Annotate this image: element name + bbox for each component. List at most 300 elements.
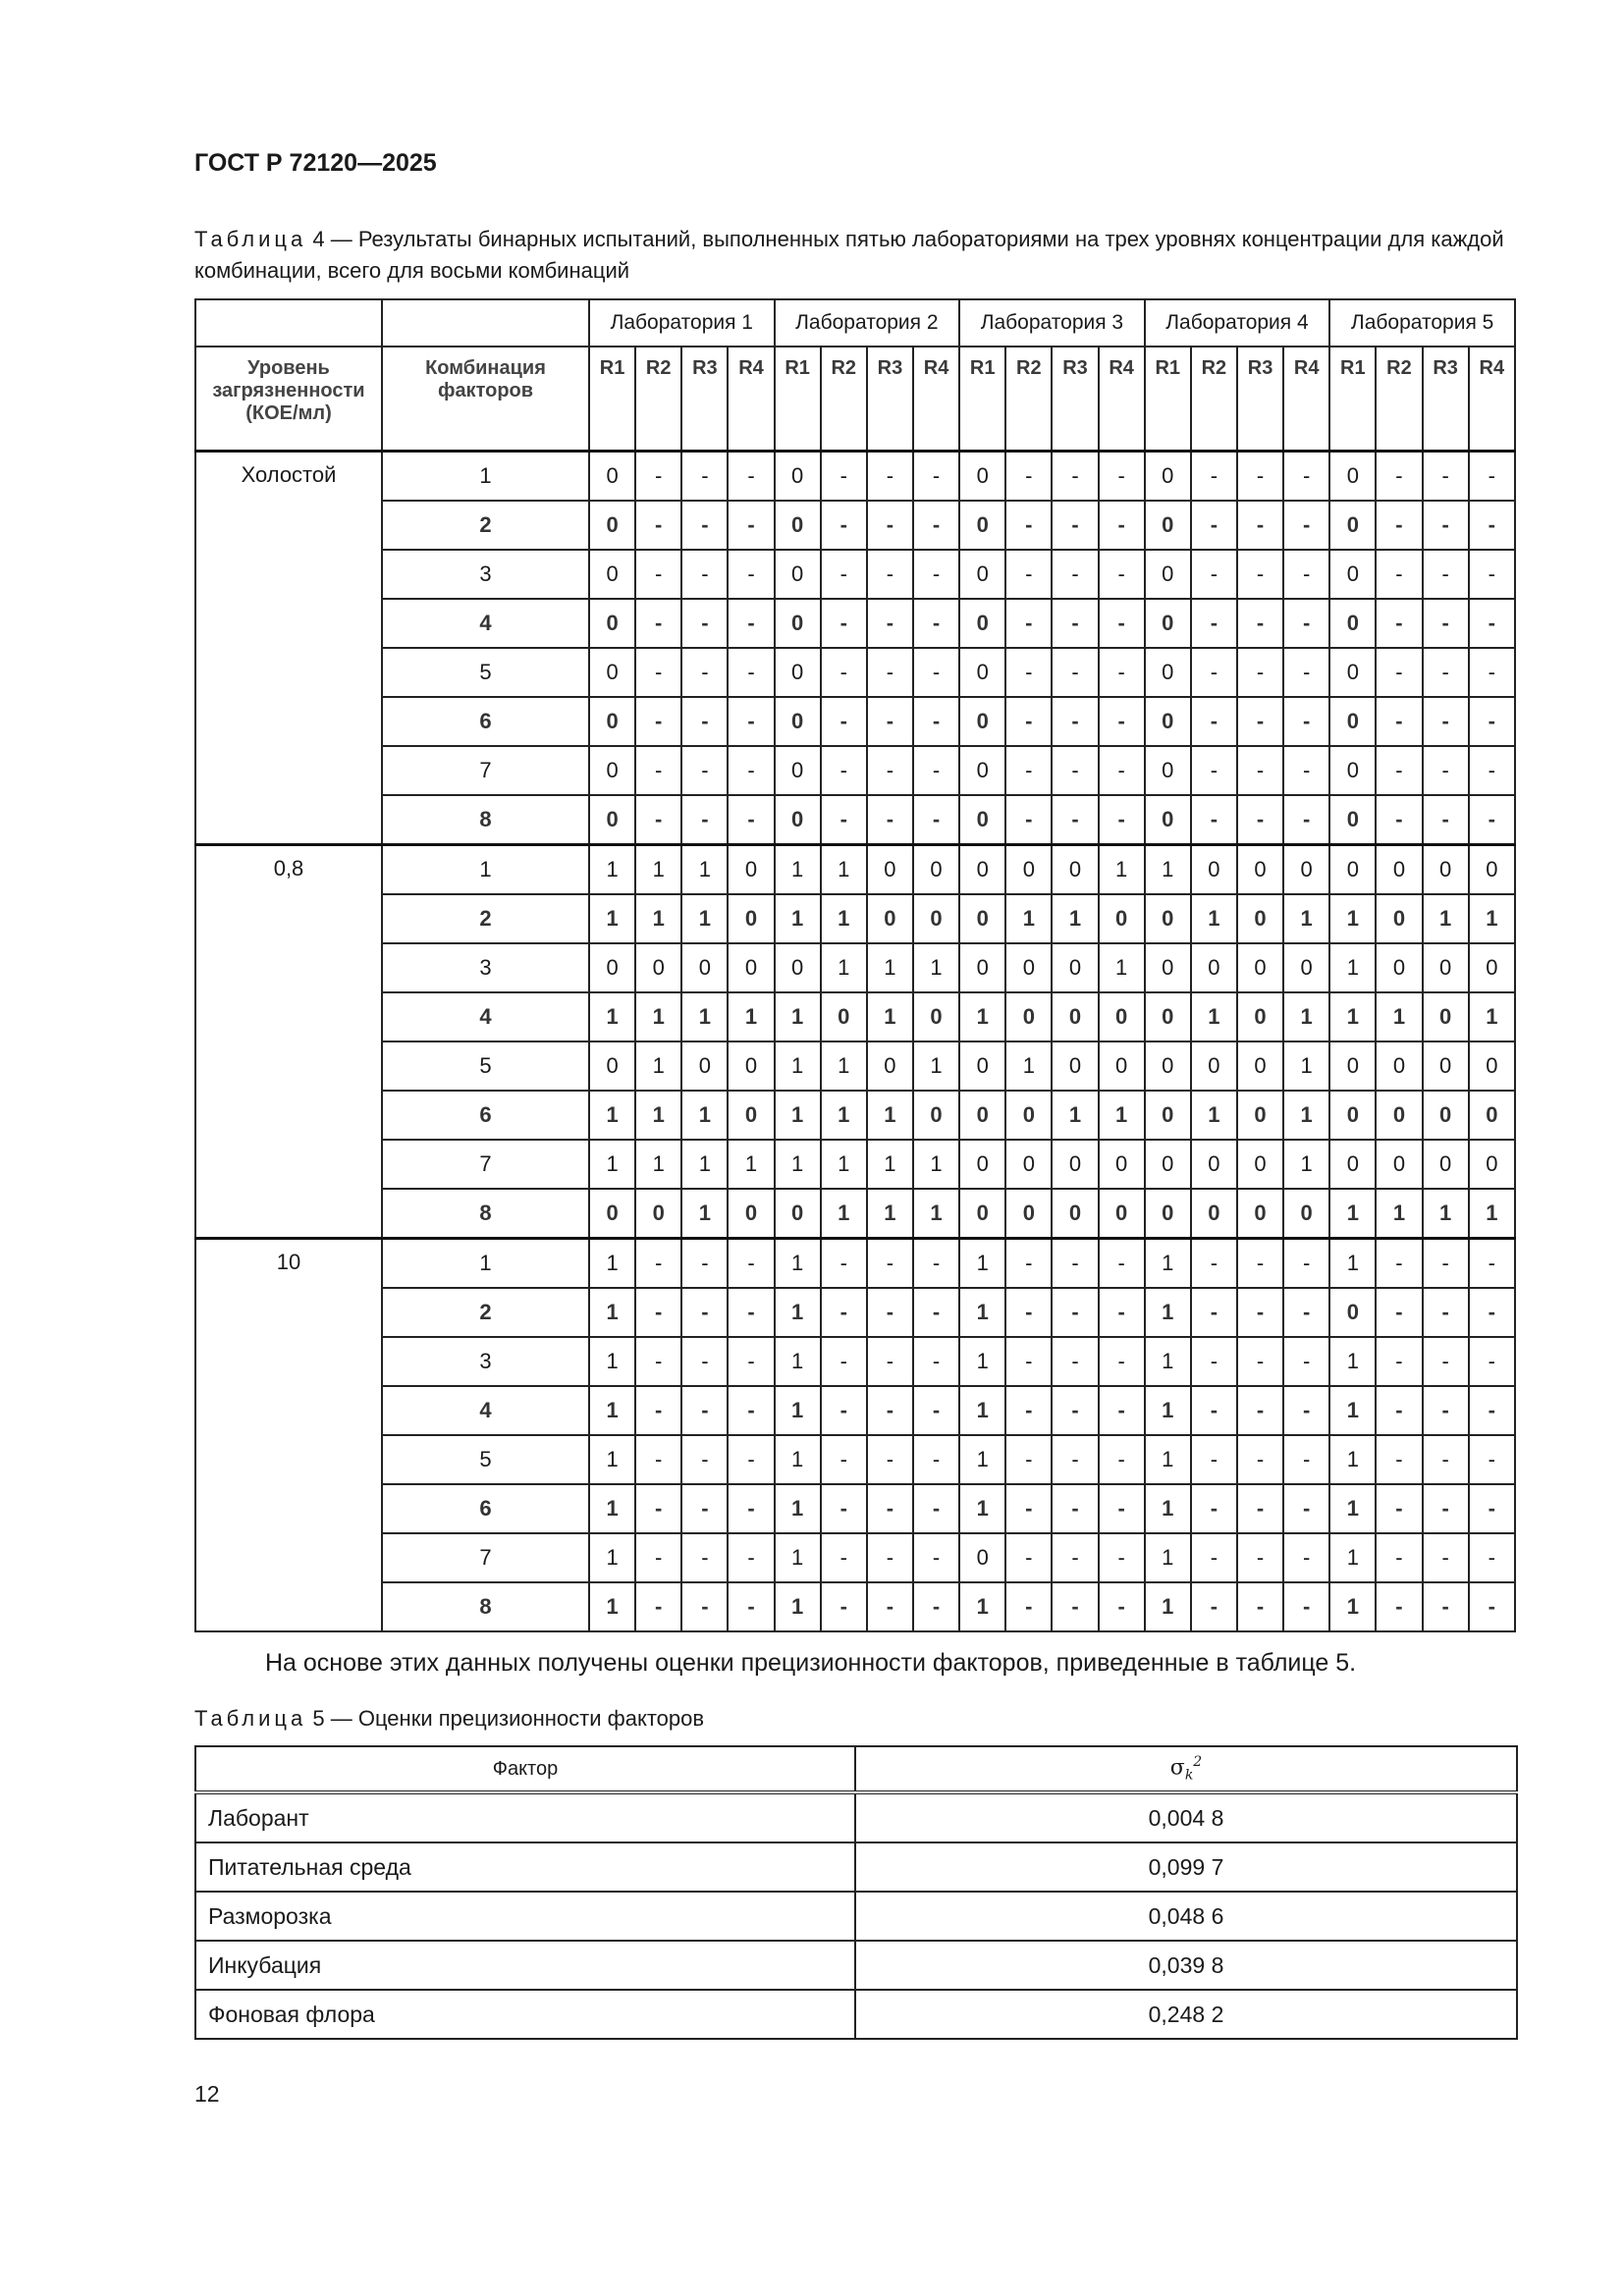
result-cell: 0 [1145,894,1191,943]
result-cell: 1 [1329,894,1376,943]
result-cell: - [913,1239,959,1289]
result-cell: 0 [1052,845,1098,895]
result-cell: - [821,452,867,502]
result-cell: - [1376,599,1422,648]
table-row [195,795,1515,845]
result-cell: - [1376,1288,1422,1337]
table-row [195,1386,1515,1435]
result-cell: - [1052,452,1098,502]
result-cell: 0 [1005,1189,1052,1239]
result-cell: - [821,1239,867,1289]
result-cell: - [1283,1533,1329,1582]
result-cell: - [867,1239,913,1289]
result-cell: 0 [1376,1041,1422,1091]
result-cell: - [1237,550,1283,599]
result-cell: - [1423,1239,1469,1289]
lab-5-header: Лаборатория 5 [1329,299,1515,347]
result-cell: - [728,1386,774,1435]
result-cell: 1 [1191,894,1237,943]
result-cell: - [681,697,728,746]
result-cell: 1 [775,1239,821,1289]
result-cell: - [728,648,774,697]
result-cell: - [867,1533,913,1582]
result-cell: 0 [1005,992,1052,1041]
result-cell: - [867,452,913,502]
result-cell: 0 [959,795,1005,845]
result-cell: - [635,1533,681,1582]
result-cell: - [1423,1582,1469,1631]
table5-caption-prefix: Таблица [194,1706,307,1731]
result-cell: 1 [1283,992,1329,1041]
combination-cell: 4 [382,1386,589,1435]
result-cell: 0 [1052,943,1098,992]
result-cell: - [1237,1582,1283,1631]
combination-cell: 2 [382,501,589,550]
result-cell: - [1237,1239,1283,1289]
table-row [195,1941,1517,1990]
result-cell: 0 [913,894,959,943]
sigma-column-header [855,1746,1517,1792]
lab-3-header: Лаборатория 3 [959,299,1145,347]
result-cell: - [635,1435,681,1484]
result-cell: 1 [913,1189,959,1239]
result-cell: 0 [1191,845,1237,895]
result-cell: - [1423,1533,1469,1582]
result-cell: - [1376,1484,1422,1533]
result-cell: 0 [959,1189,1005,1239]
rep-header-lab4-r4: R4 [1283,347,1329,452]
result-cell: - [1376,1533,1422,1582]
result-cell: - [1237,1337,1283,1386]
result-cell: - [1099,1288,1145,1337]
table-row [195,992,1515,1041]
result-cell: 0 [959,894,1005,943]
result-cell: - [1237,599,1283,648]
result-cell: 1 [1376,992,1422,1041]
result-cell: 1 [775,992,821,1041]
result-cell: 1 [1329,1337,1376,1386]
result-cell: - [913,1386,959,1435]
result-cell: 1 [635,992,681,1041]
result-cell: 1 [635,1140,681,1189]
result-cell: 1 [1376,1189,1422,1239]
result-cell: - [681,1533,728,1582]
result-cell: 1 [1283,1041,1329,1091]
result-cell: 0 [1191,1140,1237,1189]
combination-cell: 5 [382,1041,589,1091]
result-cell: 0 [1005,1091,1052,1140]
result-cell: 0 [589,943,635,992]
result-cell: 1 [959,1288,1005,1337]
result-cell: - [867,746,913,795]
result-cell: 1 [1329,1533,1376,1582]
result-cell: - [1005,697,1052,746]
result-cell: 1 [821,1041,867,1091]
result-cell: - [1237,1533,1283,1582]
result-cell: 0 [1329,1288,1376,1337]
result-cell: 0 [1099,992,1145,1041]
result-cell: 1 [589,1435,635,1484]
result-cell: 0 [959,1533,1005,1582]
combination-column-header: Комбинация факторов [382,347,589,452]
result-cell: 0 [775,943,821,992]
result-cell: 0 [775,648,821,697]
result-cell: - [1237,1288,1283,1337]
result-cell: 0 [1237,1140,1283,1189]
result-cell: - [1283,452,1329,502]
result-cell: 0 [1099,1189,1145,1239]
result-cell: - [1191,1484,1237,1533]
body-paragraph: На основе этих данных получены оценки прецизионности факторов, приведенные в таблице 5. [265,1649,1357,1677]
result-cell: 0 [1191,943,1237,992]
result-cell: 0 [1423,845,1469,895]
result-cell: - [681,550,728,599]
result-cell: - [681,501,728,550]
result-cell: - [821,550,867,599]
result-cell: - [1005,1337,1052,1386]
result-cell: 0 [589,501,635,550]
table-row [195,697,1515,746]
combination-cell: 6 [382,1484,589,1533]
result-cell: 1 [959,1435,1005,1484]
result-cell: 0 [1145,1091,1191,1140]
result-cell: - [681,1435,728,1484]
result-cell: - [1099,1582,1145,1631]
result-cell: - [635,1386,681,1435]
result-cell: 1 [635,845,681,895]
table-row [195,1091,1515,1140]
combination-cell: 5 [382,1435,589,1484]
result-cell: - [728,1582,774,1631]
result-cell: - [1191,1386,1237,1435]
result-cell: - [1052,1239,1098,1289]
table4-lab-header-row [195,299,1515,347]
result-cell: 0 [1145,599,1191,648]
result-cell: - [1099,1239,1145,1289]
result-cell: 0 [1469,845,1515,895]
result-cell: - [913,1533,959,1582]
result-cell: 1 [959,1239,1005,1289]
result-cell: 0 [728,1189,774,1239]
result-cell: - [1191,501,1237,550]
result-cell: 0 [1145,1041,1191,1091]
rep-header-lab5-r4: R4 [1469,347,1515,452]
result-cell: 1 [589,992,635,1041]
result-cell: 1 [1283,894,1329,943]
result-cell: - [1052,1386,1098,1435]
result-cell: - [1423,697,1469,746]
result-cell: 1 [1423,1189,1469,1239]
result-cell: - [728,550,774,599]
result-cell: - [821,1582,867,1631]
result-cell: 0 [1329,501,1376,550]
result-cell: 1 [775,1041,821,1091]
table-row [195,746,1515,795]
result-cell: 1 [867,943,913,992]
result-cell: 1 [1191,1091,1237,1140]
result-cell: 0 [775,452,821,502]
result-cell: 1 [681,1091,728,1140]
table5-caption [194,1703,1520,1735]
result-cell: - [1099,599,1145,648]
result-cell: - [1099,746,1145,795]
result-cell: 1 [589,1386,635,1435]
result-cell: - [728,452,774,502]
result-cell: - [821,1288,867,1337]
table-row [195,648,1515,697]
result-cell: 1 [775,1386,821,1435]
result-cell: 0 [1145,550,1191,599]
result-cell: 1 [775,845,821,895]
result-cell: 1 [681,894,728,943]
result-cell: 1 [775,1484,821,1533]
result-cell: - [913,648,959,697]
result-cell: 1 [821,1091,867,1140]
result-cell: 0 [635,1189,681,1239]
result-cell: 0 [775,501,821,550]
result-cell: - [1237,697,1283,746]
result-cell: 0 [1283,845,1329,895]
result-cell: 1 [1099,1091,1145,1140]
result-cell: - [1191,1435,1237,1484]
result-cell: 1 [1145,845,1191,895]
result-cell: 0 [1423,1091,1469,1140]
result-cell: 1 [1145,1582,1191,1631]
result-cell: 0 [589,599,635,648]
result-cell: 0 [913,845,959,895]
result-cell: - [867,697,913,746]
combination-cell: 7 [382,1533,589,1582]
result-cell: - [1469,1288,1515,1337]
result-cell: - [1191,697,1237,746]
result-cell: 0 [1423,992,1469,1041]
factor-name-cell: Лаборант [195,1792,855,1842]
result-cell: - [913,1337,959,1386]
result-cell: 1 [1283,1140,1329,1189]
table4-caption-prefix: Таблица [194,227,307,251]
result-cell: - [1191,1582,1237,1631]
result-cell: 1 [1145,1288,1191,1337]
result-cell: 1 [589,1091,635,1140]
result-cell: - [1469,1337,1515,1386]
result-cell: - [821,746,867,795]
result-cell: 0 [1376,894,1422,943]
result-cell: 0 [1329,795,1376,845]
result-cell: 1 [821,845,867,895]
result-cell: 0 [1329,550,1376,599]
result-cell: 1 [775,1140,821,1189]
result-cell: 0 [1469,1041,1515,1091]
result-cell: - [1005,1239,1052,1289]
result-cell: 1 [681,845,728,895]
result-cell: - [1099,1337,1145,1386]
result-cell: - [913,746,959,795]
result-cell: - [1005,599,1052,648]
result-cell: - [635,1582,681,1631]
result-cell: - [1005,1288,1052,1337]
result-cell: 0 [589,452,635,502]
result-cell: - [1469,599,1515,648]
rep-header-lab5-r1: R1 [1329,347,1376,452]
sigma-subscript: k [1184,1767,1194,1784]
result-cell: 0 [821,992,867,1041]
result-cell: 1 [959,1582,1005,1631]
result-cell: 0 [728,1041,774,1091]
result-cell: - [635,1239,681,1289]
result-cell: - [681,1582,728,1631]
factor-column-header: Фактор [195,1746,855,1792]
result-cell: - [821,599,867,648]
table-row [195,1337,1515,1386]
result-cell: - [1376,1582,1422,1631]
result-cell: - [1005,452,1052,502]
result-cell: - [635,746,681,795]
result-cell: 0 [959,1041,1005,1091]
result-cell: 1 [821,1189,867,1239]
result-cell: 0 [635,943,681,992]
result-cell: 0 [589,648,635,697]
result-cell: 1 [1423,894,1469,943]
table-row [195,1288,1515,1337]
result-cell: - [1423,1484,1469,1533]
combination-cell: 8 [382,1582,589,1631]
result-cell: 0 [1145,795,1191,845]
result-cell: - [1191,648,1237,697]
result-cell: 1 [1145,1484,1191,1533]
result-cell: 0 [681,943,728,992]
result-cell: - [867,1386,913,1435]
result-cell: 0 [1469,1091,1515,1140]
result-cell: - [867,1582,913,1631]
table-row [195,1990,1517,2039]
result-cell: - [1376,1386,1422,1435]
result-cell: 1 [821,943,867,992]
table-row [195,845,1515,895]
table-row [195,1239,1515,1289]
result-cell: 1 [589,1533,635,1582]
result-cell: - [1376,648,1422,697]
result-cell: 1 [1052,894,1098,943]
rep-header-lab1-r1: R1 [589,347,635,452]
result-cell: - [821,501,867,550]
result-cell: 0 [1145,943,1191,992]
result-cell: - [1005,1533,1052,1582]
result-cell: - [1423,599,1469,648]
rep-header-lab3-r2: R2 [1005,347,1052,452]
result-cell: - [913,599,959,648]
result-cell: - [1376,550,1422,599]
result-cell: 0 [589,1041,635,1091]
result-cell: 1 [1329,1189,1376,1239]
result-cell: 0 [959,845,1005,895]
result-cell: 0 [1329,845,1376,895]
result-cell: 1 [959,1484,1005,1533]
result-cell: - [1237,746,1283,795]
combination-cell: 5 [382,648,589,697]
result-cell: - [1052,1533,1098,1582]
sigma-superscript: 2 [1193,1754,1203,1771]
result-cell: - [1099,795,1145,845]
result-cell: - [1237,452,1283,502]
result-cell: - [635,795,681,845]
rep-header-lab2-r4: R4 [913,347,959,452]
result-cell: 0 [1237,845,1283,895]
result-cell: 0 [1237,943,1283,992]
result-cell: - [1191,550,1237,599]
result-cell: - [1283,501,1329,550]
result-cell: - [1283,1386,1329,1435]
combination-cell: 7 [382,1140,589,1189]
result-cell: 0 [959,550,1005,599]
result-cell: 0 [867,894,913,943]
result-cell: - [1052,599,1098,648]
result-cell: - [1283,1582,1329,1631]
result-cell: 1 [1145,1386,1191,1435]
combination-cell: 4 [382,599,589,648]
result-cell: - [1423,501,1469,550]
rep-header-lab4-r3: R3 [1237,347,1283,452]
result-cell: - [1099,1484,1145,1533]
result-cell: 0 [1329,1140,1376,1189]
result-cell: 0 [728,1091,774,1140]
result-cell: - [681,648,728,697]
page-number: 12 [194,2081,220,2107]
result-cell: - [1376,746,1422,795]
result-cell: 0 [867,1041,913,1091]
result-cell: - [913,550,959,599]
result-cell: - [635,1484,681,1533]
result-cell: 1 [1329,1239,1376,1289]
result-cell: 1 [913,1041,959,1091]
combination-cell: 2 [382,1288,589,1337]
factor-value-cell: 0,048 6 [855,1892,1517,1941]
result-cell: 1 [959,1386,1005,1435]
result-cell: 1 [867,1140,913,1189]
result-cell: 1 [1099,845,1145,895]
result-cell: 0 [1329,452,1376,502]
result-cell: 1 [821,1140,867,1189]
sigma-symbol: σ [1169,1755,1185,1781]
result-cell: 1 [913,943,959,992]
factor-value-cell: 0,248 2 [855,1990,1517,2039]
result-cell: - [1283,746,1329,795]
result-cell: - [1052,1435,1098,1484]
result-cell: - [635,1288,681,1337]
rep-header-lab5-r3: R3 [1423,347,1469,452]
rep-header-lab1-r2: R2 [635,347,681,452]
result-cell: - [635,648,681,697]
result-cell: - [821,697,867,746]
result-cell: - [867,550,913,599]
table-row [195,1582,1515,1631]
combination-cell: 7 [382,746,589,795]
result-cell: 1 [867,1189,913,1239]
result-cell: 0 [1191,1189,1237,1239]
result-cell: 0 [959,943,1005,992]
result-cell: 0 [1376,1091,1422,1140]
result-cell: - [867,1288,913,1337]
level-cell: Холостой [195,452,382,845]
result-cell: 0 [1145,1189,1191,1239]
result-cell: - [1191,1337,1237,1386]
result-cell: - [867,501,913,550]
result-cell: - [728,697,774,746]
result-cell: - [1005,746,1052,795]
result-cell: - [1191,1533,1237,1582]
result-cell: 0 [1329,1041,1376,1091]
result-cell: - [1423,1435,1469,1484]
result-cell: - [913,697,959,746]
